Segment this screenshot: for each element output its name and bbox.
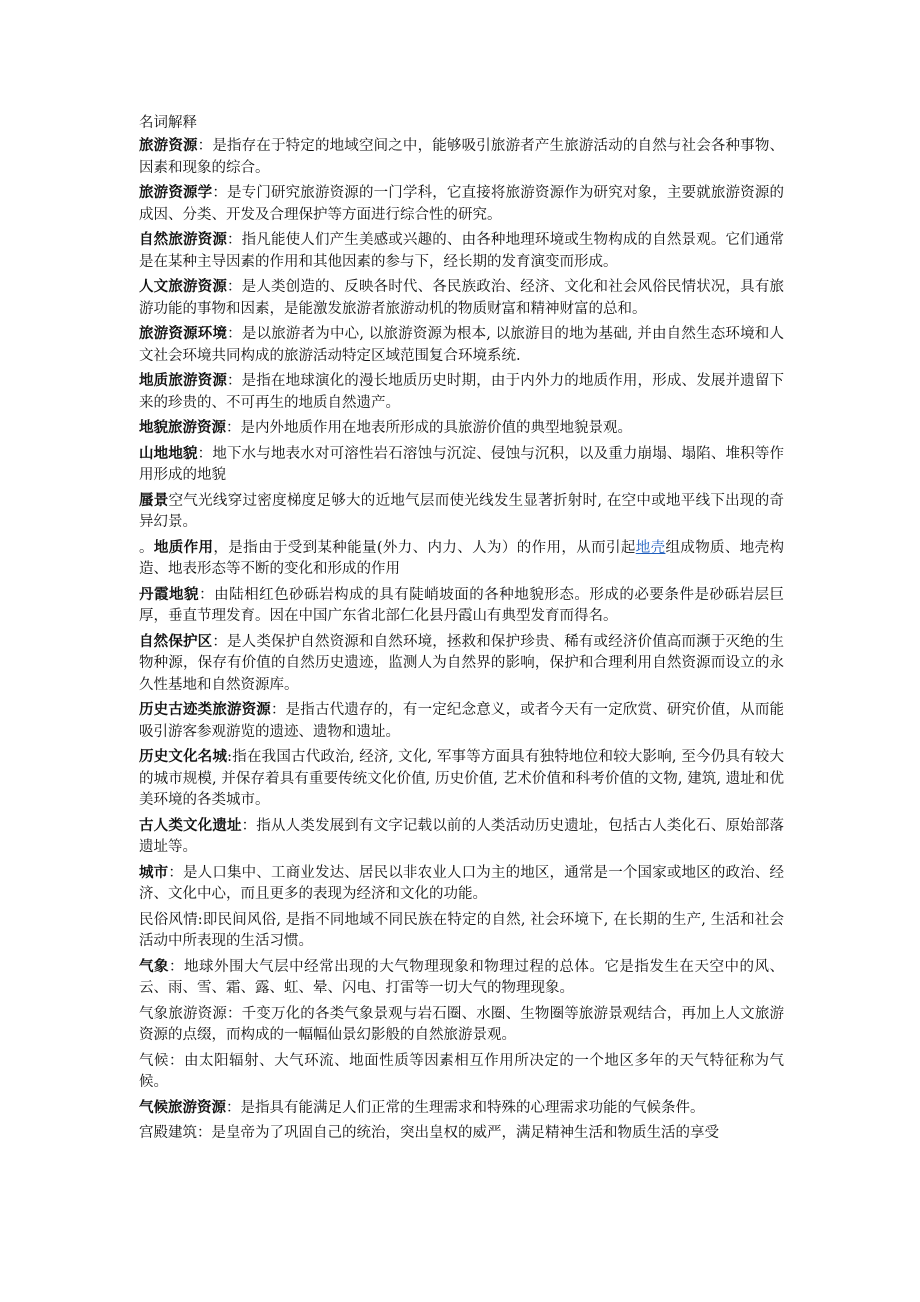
entry-term: 自然旅游资源	[139, 232, 227, 248]
definition-entry	[139, 538, 784, 581]
entry-text: ，是指由于受到某种能量(外力、内力、人为）的作用，从而引起	[213, 539, 636, 556]
entry-term: 自然保护区	[139, 633, 213, 650]
entry-term: 气候旅游资源	[139, 1099, 226, 1116]
entry-definition: ：指从人类发展到有文字记载以前的人类活动历史遗址，包括古人类化石、原始部落遗址等。	[139, 817, 784, 855]
entry-term: 宫殿建筑	[139, 1125, 197, 1141]
definition-entry	[139, 816, 784, 859]
entry-definition: ：由陆相红色砂砾岩构成的具有陡峭坡面的各种地貌形态。形成的必要条件是砂砾岩层巨厚，垂直节理发育。因在中国广东省北部仁化县丹霞山有典型发育而得名。	[139, 586, 785, 624]
entry-definition: ：是皇帝为了巩固自己的统治，突出皇权的威严，满足精神生活和物质生活的享受	[197, 1125, 719, 1141]
definition-entry	[139, 1051, 784, 1094]
definition-entry	[139, 957, 784, 1000]
hyperlink-dike[interactable]: 地壳	[635, 539, 666, 556]
entry-definition: ：是人口集中、工商业发达、居民以非农业人口为主的地区，通常是一个国家或地区的政治、经济、文化中心，而且更多的表现为经济和文化的功能。	[139, 864, 784, 902]
entry-definition: ：是指具有能满足人们正常的生理需求和特殊的心理需求功能的气候条件。	[226, 1099, 705, 1116]
entry-term: 城市	[139, 864, 169, 881]
entry-term: 历史文化名城	[139, 749, 228, 765]
entry-term: 历史古迹类旅游资源	[139, 702, 271, 718]
entry-prefix: 。	[139, 539, 154, 556]
entry-definition: ：地球外围大气层中经常出现的大气物理现象和物理过程的总体。它是指发生在天空中的风、云、雨、雪、霜、露、虹、晕、闪电、打雷等一切大气的物理现象。	[139, 958, 785, 996]
entry-term: 蜃景	[139, 492, 169, 509]
entry-term: 古人类文化遗址	[139, 817, 242, 834]
definition-entry	[139, 863, 784, 906]
entry-definition: ：指凡能使人们产生美感或兴趣的、由各种地理环境或生物构成的自然景观。它们通常是在某种主导因素的作用和其他因素的参与下，经长期的发育演变而形成。	[139, 232, 785, 270]
definition-entry	[139, 747, 784, 812]
definition-entry	[139, 700, 784, 743]
entry-definition: :即民间风俗, 是指不同地域不同民族在特定的自然, 社会环境下, 在长期的生产, 生活和社会活动中所表现的生活习惯。	[139, 911, 784, 949]
entry-definition: ：是以旅游者为中心, 以旅游资源为根本, 以旅游目的地为基础, 并由自然生态环境和人文社会环境共同构成的旅游活动特定区域范围复合环境系统.	[139, 326, 784, 364]
entry-definition: ：由太阳辐射、大气环流、地面性质等因素相互作用所决定的一个地区多年的天气特征称为气候。	[139, 1052, 785, 1090]
definition-entry	[139, 1004, 784, 1047]
entry-term: 山地地貌	[139, 445, 198, 462]
definition-entry	[139, 585, 784, 628]
entry-term: 民俗风情	[139, 911, 198, 928]
document-page	[139, 113, 784, 1149]
definition-entry	[139, 277, 784, 320]
entry-term: 地貌旅游资源	[139, 420, 226, 436]
definition-entry	[139, 418, 784, 440]
entry-term: 地质作用	[153, 539, 214, 556]
entry-term: 人文旅游资源	[139, 279, 227, 295]
entry-definition: 空气光线穿过密度梯度足够大的近地气层而使光线发生显著折射时, 在空中或地平线下出现的奇异幻景。	[139, 492, 785, 530]
definition-entry	[139, 136, 784, 179]
entry-term: 丹霞地貌	[139, 586, 200, 603]
entry-definition: ：是专门研究旅游资源的一门学科，它直接将旅游资源作为研究对象，主要就旅游资源的成因、分类、开发及合理保护等方面进行综合性的研究。	[139, 185, 785, 223]
entry-definition: 组成物质、地壳构造、地表形态等不断的变化和形成的作用	[139, 539, 785, 577]
definition-entry	[139, 230, 784, 273]
entries-list	[139, 136, 784, 1145]
entry-definition: ：是指古代遗存的，有一定纪念意义，或者今天有一定欣赏、研究价值，从而能吸引游客参观游览的遗迹、遗物和遗址。	[139, 702, 785, 740]
definition-entry	[139, 632, 784, 697]
entry-definition: ：是指存在于特定的地域空间之中，能够吸引旅游者产生旅游活动的自然与社会各种事物、因素和现象的综合。	[139, 138, 785, 176]
entry-term: 气候	[139, 1052, 170, 1069]
entry-definition: ：千变万化的各类气象景观与岩石圈、水圈、生物圈等旅游景观结合，再加上人文旅游资源的点缀，而构成的一幅幅仙景幻影般的自然旅游景观。	[139, 1005, 785, 1043]
definition-entry	[139, 371, 784, 414]
entry-term: 地质旅游资源	[139, 373, 227, 389]
definition-entry	[139, 444, 784, 487]
definition-entry	[139, 1123, 784, 1145]
entry-definition: ：是人类保护自然资源和自然环境，拯救和保护珍贵、稀有或经济价值高而濒于灭绝的生物种源，保存有价值的自然历史遗迹，监测人为自然界的影响，保护和合理利用自然资源而设立的永久性基地和自然资源库。	[139, 633, 785, 693]
definition-entry	[139, 183, 784, 226]
entry-definition: ：是人类创造的、反映各时代、各民族政治、经济、文化和社会风俗民情状况，具有旅游功能的事物和因素，是能激发旅游者旅游动机的物质财富和精神财富的总和。	[139, 279, 785, 317]
entry-definition: :指在我国古代政治, 经济, 文化, 军事等方面具有独特地位和较大影响, 至今仍具有较大的城市规模, 并保存着具有重要传统文化价值, 历史价值, 艺术价值和科考价值的文物, 建筑, 遗址和优美环境的各类城市。	[139, 749, 784, 808]
entry-term: 旅游资源环境	[139, 326, 228, 342]
entry-term: 气象	[139, 958, 170, 975]
entry-term: 旅游资源	[139, 138, 198, 154]
entry-definition: ：是指在地球演化的漫长地质历史时期，由于内外力的地质作用，形成、发展并遗留下来的珍贵的、不可再生的地质自然遗产。	[139, 373, 785, 411]
entry-term: 气象旅游资源	[139, 1005, 227, 1022]
entry-term: 旅游资源学	[139, 185, 213, 201]
definition-entry	[139, 1098, 784, 1120]
definition-entry	[139, 491, 784, 534]
entry-definition: ：地下水与地表水对可溶性岩石溶蚀与沉淀、侵蚀与沉积，以及重力崩塌、塌陷、堆积等作用形成的地貌	[139, 445, 785, 483]
definition-entry	[139, 324, 784, 367]
document-title: 名词解释	[139, 115, 197, 131]
definition-entry	[139, 910, 784, 953]
entry-definition: ：是内外地质作用在地表所形成的具旅游价值的典型地貌景观。	[226, 420, 632, 436]
